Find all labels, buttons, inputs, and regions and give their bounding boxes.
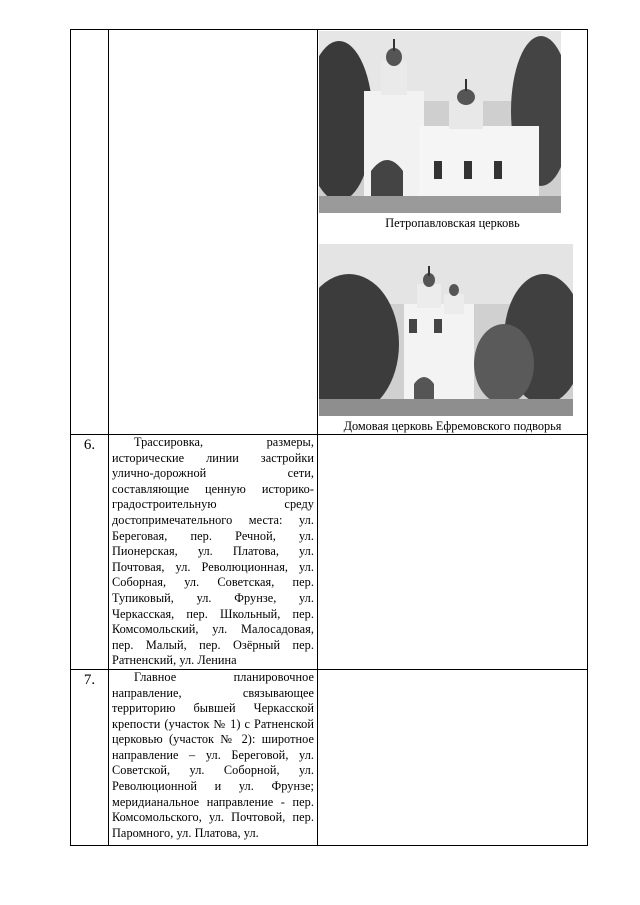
row-description: Трассировка, размеры, исторические линии застройки улично-дорожной сети, составляющие ценную историко-градостроительную среду достопримечательного места: ул. Береговая, пер. Речной, ул. Пионерская, ул. Платова, ул. Почтовая, ул. Революционная, ул. Соборная, ул. Советская, пер. Тупиковый, ул. Фрунзе, ул. Черкасская, пер. Школьный, пер. Комсомольский, ул. Малосадовая, пер. Малый, пер. Озёрный пер. Ратненский, ул. Ленина: [112, 435, 314, 668]
description-cell: [109, 669, 318, 845]
number-cell: [71, 30, 109, 435]
table-row: [71, 435, 588, 670]
photo-caption: Домовая церковь Ефремовского подворья: [343, 419, 562, 433]
monument-table: [70, 29, 588, 846]
photo-caption: Петропавловская церковь: [385, 216, 520, 230]
number-cell: [71, 435, 109, 670]
photo-block: [318, 31, 587, 434]
image-cell: [318, 30, 588, 435]
image-cell: [318, 669, 588, 845]
row-description: Главное планировочное направление, связывающее территорию бывшей Черкасской крепости (участок № 1) с Ратненской церковью (участок № 2): широтное направление – ул. Береговой, ул. Советской, ул. Соборной, ул. Революционной и ул. Фрунзе; меридианальное направление - пер. Комсомольского, ул. Почтовой, пер. Паромного, ул. Платова, ул.: [112, 669, 314, 840]
image-cell: [318, 435, 588, 670]
row-number: 7.: [83, 671, 96, 688]
description-cell: [109, 435, 318, 670]
table-row: [71, 30, 588, 435]
efremov-house-church-photo: [319, 244, 573, 416]
petropavlovsk-church-photo: [319, 31, 561, 213]
row-number: 6.: [83, 437, 96, 453]
number-cell: [71, 669, 109, 845]
description-cell: [109, 30, 318, 435]
table-row: [71, 669, 588, 845]
